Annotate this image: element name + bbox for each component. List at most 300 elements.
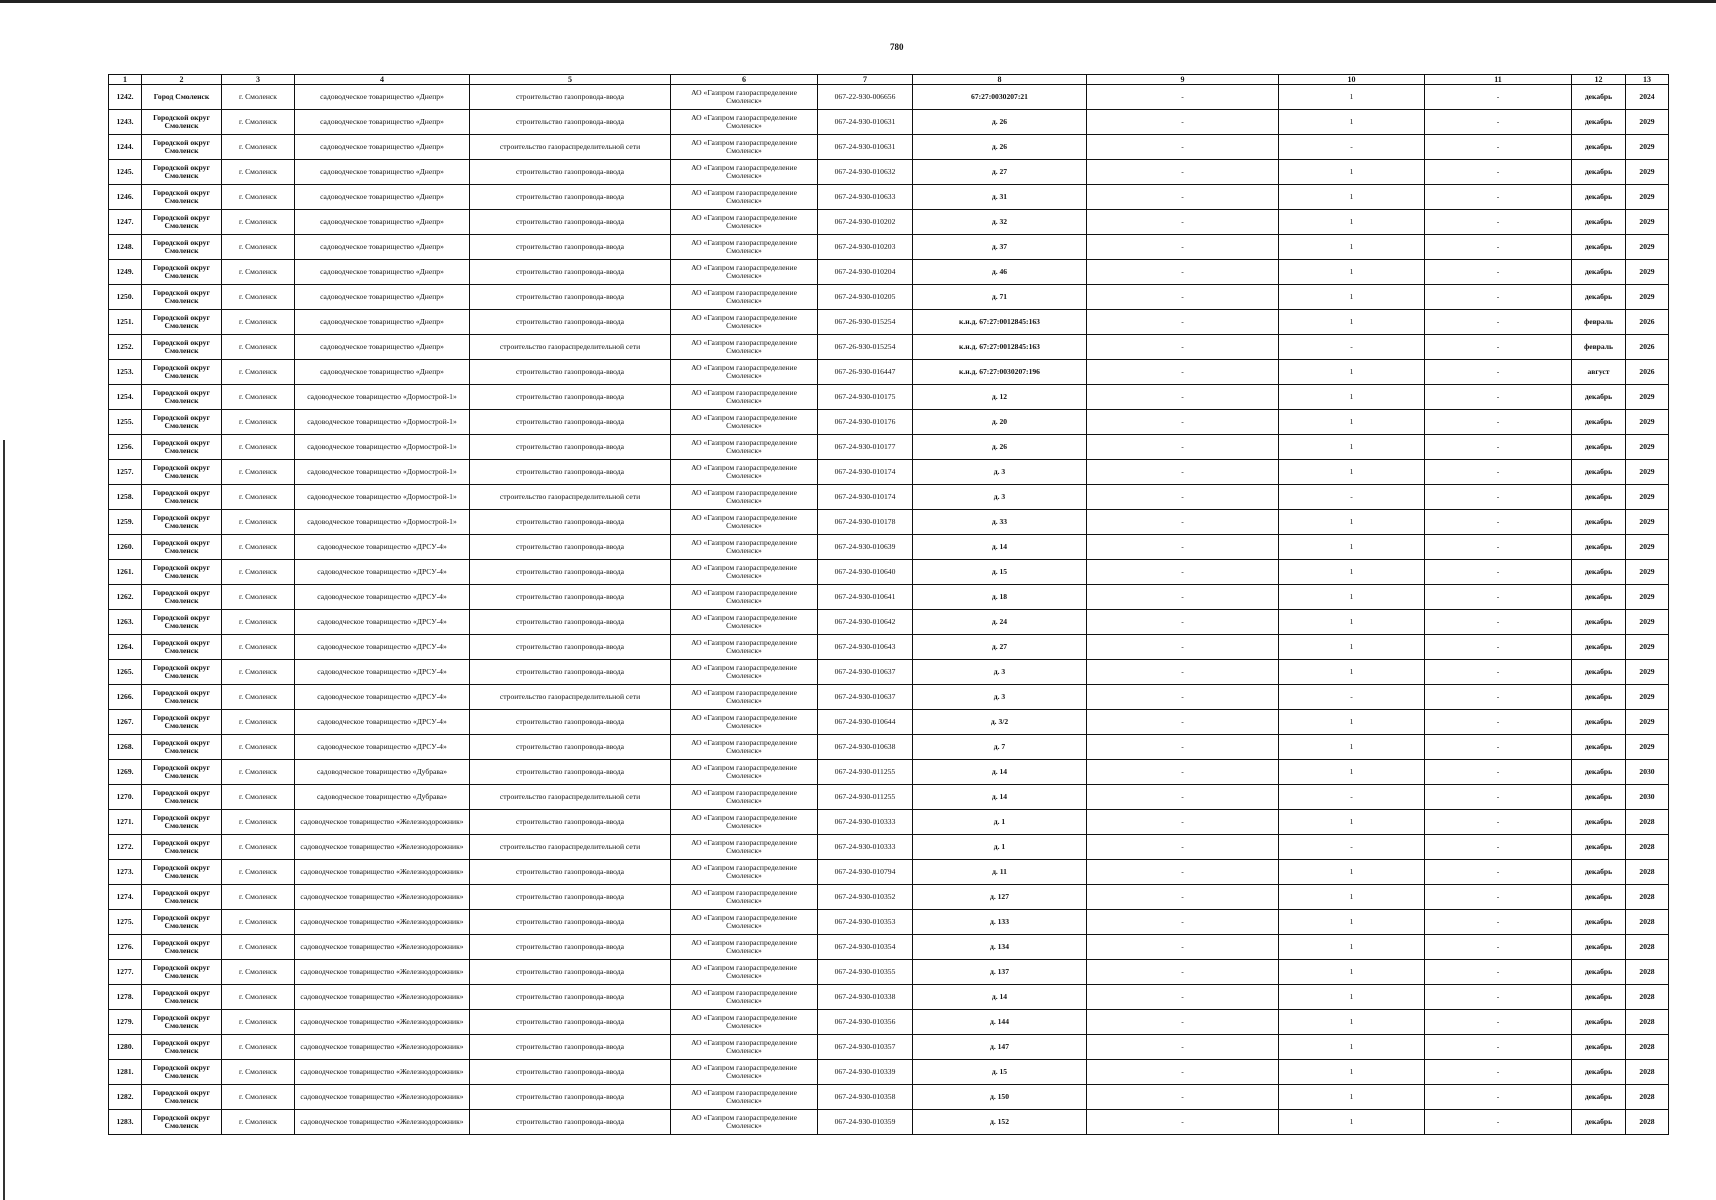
year-cell: 2030	[1626, 785, 1669, 810]
table-row	[109, 810, 1669, 835]
work-type-cell: строительство газораспределительной сети	[470, 135, 671, 160]
work-type-cell: строительство газораспределительной сети	[470, 685, 671, 710]
organization-cell: АО «Газпром газораспределение Смоленск»	[671, 885, 818, 910]
organization-cell: АО «Газпром газораспределение Смоленск»	[671, 960, 818, 985]
organization-cell: АО «Газпром газораспределение Смоленск»	[671, 285, 818, 310]
organization-cell: АО «Газпром газораспределение Смоленск»	[671, 385, 818, 410]
municipality-cell: Городской округ Смоленск	[142, 535, 222, 560]
application-number-cell: 067-26-930-015254	[818, 335, 913, 360]
col10-cell: 1	[1279, 1060, 1425, 1085]
municipality-cell: Городской округ Смоленск	[142, 810, 222, 835]
address-cell: д. 20	[913, 410, 1087, 435]
application-number-cell: 067-24-930-011255	[818, 760, 913, 785]
municipality-cell: Городской округ Смоленск	[142, 735, 222, 760]
header-cell: 9	[1087, 75, 1279, 85]
month-cell: декабрь	[1572, 885, 1626, 910]
col9-cell: -	[1087, 1060, 1279, 1085]
organization-cell: АО «Газпром газораспределение Смоленск»	[671, 860, 818, 885]
col9-cell: -	[1087, 885, 1279, 910]
col10-cell: 1	[1279, 460, 1425, 485]
col10-cell: -	[1279, 335, 1425, 360]
row-number-cell: 1245.	[109, 160, 142, 185]
month-cell: декабрь	[1572, 85, 1626, 110]
month-cell: декабрь	[1572, 1035, 1626, 1060]
year-cell: 2029	[1626, 460, 1669, 485]
year-cell: 2026	[1626, 335, 1669, 360]
settlement-cell: г. Смоленск	[222, 1060, 295, 1085]
municipality-cell: Городской округ Смоленск	[142, 560, 222, 585]
row-number-cell: 1278.	[109, 985, 142, 1010]
work-type-cell: строительство газопровода-ввода	[470, 310, 671, 335]
municipality-cell: Городской округ Смоленск	[142, 235, 222, 260]
municipality-cell: Городской округ Смоленск	[142, 960, 222, 985]
table-row	[109, 635, 1669, 660]
municipality-cell: Городской округ Смоленск	[142, 860, 222, 885]
address-cell: д. 3	[913, 460, 1087, 485]
address-cell: д. 1	[913, 810, 1087, 835]
col10-cell: 1	[1279, 110, 1425, 135]
row-number-cell: 1257.	[109, 460, 142, 485]
object-cell: садоводческое товарищество «Железнодорожник»	[295, 935, 470, 960]
application-number-cell: 067-24-930-010353	[818, 910, 913, 935]
col9-cell: -	[1087, 485, 1279, 510]
address-cell: д. 26	[913, 135, 1087, 160]
organization-cell: АО «Газпром газораспределение Смоленск»	[671, 185, 818, 210]
year-cell: 2028	[1626, 1035, 1669, 1060]
row-number-cell: 1276.	[109, 935, 142, 960]
object-cell: садоводческое товарищество «Железнодорожник»	[295, 1060, 470, 1085]
row-number-cell: 1281.	[109, 1060, 142, 1085]
object-cell: садоводческое товарищество «Днепр»	[295, 210, 470, 235]
row-number-cell: 1260.	[109, 535, 142, 560]
work-type-cell: строительство газопровода-ввода	[470, 360, 671, 385]
object-cell: садоводческое товарищество «ДРСУ-4»	[295, 660, 470, 685]
col9-cell: -	[1087, 260, 1279, 285]
organization-cell: АО «Газпром газораспределение Смоленск»	[671, 435, 818, 460]
organization-cell: АО «Газпром газораспределение Смоленск»	[671, 510, 818, 535]
application-number-cell: 067-24-930-010202	[818, 210, 913, 235]
table-row	[109, 735, 1669, 760]
month-cell: декабрь	[1572, 460, 1626, 485]
col11-cell: -	[1425, 210, 1572, 235]
work-type-cell: строительство газопровода-ввода	[470, 385, 671, 410]
municipality-cell: Городской округ Смоленск	[142, 285, 222, 310]
month-cell: декабрь	[1572, 660, 1626, 685]
address-cell: д. 26	[913, 435, 1087, 460]
col9-cell: -	[1087, 1010, 1279, 1035]
col11-cell: -	[1425, 985, 1572, 1010]
address-cell: д. 32	[913, 210, 1087, 235]
municipality-cell: Городской округ Смоленск	[142, 435, 222, 460]
col9-cell: -	[1087, 835, 1279, 860]
organization-cell: АО «Газпром газораспределение Смоленск»	[671, 235, 818, 260]
municipality-cell: Городской округ Смоленск	[142, 485, 222, 510]
organization-cell: АО «Газпром газораспределение Смоленск»	[671, 135, 818, 160]
col9-cell: -	[1087, 660, 1279, 685]
year-cell: 2029	[1626, 185, 1669, 210]
header-cell: 7	[818, 75, 913, 85]
settlement-cell: г. Смоленск	[222, 785, 295, 810]
settlement-cell: г. Смоленск	[222, 310, 295, 335]
work-type-cell: строительство газопровода-ввода	[470, 85, 671, 110]
object-cell: садоводческое товарищество «Железнодорожник»	[295, 1085, 470, 1110]
application-number-cell: 067-24-930-010205	[818, 285, 913, 310]
organization-cell: АО «Газпром газораспределение Смоленск»	[671, 260, 818, 285]
year-cell: 2028	[1626, 835, 1669, 860]
month-cell: декабрь	[1572, 110, 1626, 135]
address-cell: д. 14	[913, 535, 1087, 560]
row-number-cell: 1275.	[109, 910, 142, 935]
settlement-cell: г. Смоленск	[222, 1035, 295, 1060]
application-number-cell: 067-24-930-010794	[818, 860, 913, 885]
col9-cell: -	[1087, 360, 1279, 385]
application-number-cell: 067-24-930-011255	[818, 785, 913, 810]
object-cell: садоводческое товарищество «ДРСУ-4»	[295, 585, 470, 610]
address-cell: д. 31	[913, 185, 1087, 210]
municipality-cell: Городской округ Смоленск	[142, 410, 222, 435]
row-number-cell: 1246.	[109, 185, 142, 210]
table-row	[109, 860, 1669, 885]
row-number-cell: 1247.	[109, 210, 142, 235]
year-cell: 2028	[1626, 885, 1669, 910]
year-cell: 2029	[1626, 710, 1669, 735]
municipality-cell: Городской округ Смоленск	[142, 885, 222, 910]
address-cell: д. 127	[913, 885, 1087, 910]
address-cell: д. 3	[913, 485, 1087, 510]
col9-cell: -	[1087, 185, 1279, 210]
col11-cell: -	[1425, 235, 1572, 260]
row-number-cell: 1253.	[109, 360, 142, 385]
header-cell: 12	[1572, 75, 1626, 85]
object-cell: садоводческое товарищество «ДРСУ-4»	[295, 710, 470, 735]
address-cell: д. 18	[913, 585, 1087, 610]
col9-cell: -	[1087, 610, 1279, 635]
municipality-cell: Городской округ Смоленск	[142, 260, 222, 285]
year-cell: 2029	[1626, 685, 1669, 710]
object-cell: садоводческое товарищество «Днепр»	[295, 160, 470, 185]
municipality-cell: Городской округ Смоленск	[142, 760, 222, 785]
application-number-cell: 067-24-930-010631	[818, 135, 913, 160]
col10-cell: 1	[1279, 160, 1425, 185]
application-number-cell: 067-24-930-010644	[818, 710, 913, 735]
col10-cell: 1	[1279, 210, 1425, 235]
table-row	[109, 760, 1669, 785]
application-number-cell: 067-24-930-010175	[818, 385, 913, 410]
municipality-cell: Городской округ Смоленск	[142, 935, 222, 960]
address-cell: д. 133	[913, 910, 1087, 935]
object-cell: садоводческое товарищество «Днепр»	[295, 135, 470, 160]
address-cell: д. 24	[913, 610, 1087, 635]
settlement-cell: г. Смоленск	[222, 935, 295, 960]
organization-cell: АО «Газпром газораспределение Смоленск»	[671, 335, 818, 360]
header-cell: 4	[295, 75, 470, 85]
object-cell: садоводческое товарищество «Дормострой-1»	[295, 435, 470, 460]
object-cell: садоводческое товарищество «ДРСУ-4»	[295, 560, 470, 585]
object-cell: садоводческое товарищество «Железнодорожник»	[295, 835, 470, 860]
work-type-cell: строительство газопровода-ввода	[470, 635, 671, 660]
settlement-cell: г. Смоленск	[222, 285, 295, 310]
year-cell: 2028	[1626, 910, 1669, 935]
organization-cell: АО «Газпром газораспределение Смоленск»	[671, 810, 818, 835]
settlement-cell: г. Смоленск	[222, 910, 295, 935]
year-cell: 2029	[1626, 135, 1669, 160]
year-cell: 2029	[1626, 210, 1669, 235]
municipality-cell: Городской округ Смоленск	[142, 385, 222, 410]
object-cell: садоводческое товарищество «Днепр»	[295, 335, 470, 360]
col10-cell: 1	[1279, 360, 1425, 385]
col9-cell: -	[1087, 460, 1279, 485]
col9-cell: -	[1087, 960, 1279, 985]
work-type-cell: строительство газопровода-ввода	[470, 885, 671, 910]
object-cell: садоводческое товарищество «Дубрава»	[295, 785, 470, 810]
row-number-cell: 1266.	[109, 685, 142, 710]
table-row	[109, 235, 1669, 260]
municipality-cell: Городской округ Смоленск	[142, 110, 222, 135]
object-cell: садоводческое товарищество «Днепр»	[295, 310, 470, 335]
application-number-cell: 067-24-930-010339	[818, 1060, 913, 1085]
address-cell: д. 150	[913, 1085, 1087, 1110]
address-cell: д. 15	[913, 1060, 1087, 1085]
col9-cell: -	[1087, 385, 1279, 410]
organization-cell: АО «Газпром газораспределение Смоленск»	[671, 1035, 818, 1060]
month-cell: декабрь	[1572, 910, 1626, 935]
table-row	[109, 85, 1669, 110]
col9-cell: -	[1087, 1110, 1279, 1135]
col11-cell: -	[1425, 810, 1572, 835]
address-cell: д. 14	[913, 760, 1087, 785]
table-row	[109, 135, 1669, 160]
col11-cell: -	[1425, 510, 1572, 535]
page-number: 780	[890, 42, 904, 52]
settlement-cell: г. Смоленск	[222, 160, 295, 185]
settlement-cell: г. Смоленск	[222, 860, 295, 885]
settlement-cell: г. Смоленск	[222, 260, 295, 285]
object-cell: садоводческое товарищество «Днепр»	[295, 110, 470, 135]
address-cell: д. 27	[913, 635, 1087, 660]
col10-cell: -	[1279, 485, 1425, 510]
col11-cell: -	[1425, 435, 1572, 460]
work-type-cell: строительство газопровода-ввода	[470, 810, 671, 835]
address-cell: к.н.д. 67:27:0012845:163	[913, 335, 1087, 360]
row-number-cell: 1261.	[109, 560, 142, 585]
col10-cell: 1	[1279, 1085, 1425, 1110]
col10-cell: 1	[1279, 235, 1425, 260]
col11-cell: -	[1425, 1085, 1572, 1110]
col10-cell: 1	[1279, 560, 1425, 585]
application-number-cell: 067-24-930-010637	[818, 660, 913, 685]
col11-cell: -	[1425, 1035, 1572, 1060]
year-cell: 2028	[1626, 985, 1669, 1010]
col11-cell: -	[1425, 1110, 1572, 1135]
work-type-cell: строительство газопровода-ввода	[470, 160, 671, 185]
year-cell: 2029	[1626, 660, 1669, 685]
year-cell: 2029	[1626, 535, 1669, 560]
table-row	[109, 185, 1669, 210]
year-cell: 2029	[1626, 110, 1669, 135]
month-cell: декабрь	[1572, 210, 1626, 235]
address-cell: д. 3	[913, 660, 1087, 685]
year-cell: 2028	[1626, 860, 1669, 885]
col10-cell: 1	[1279, 1110, 1425, 1135]
col9-cell: -	[1087, 910, 1279, 935]
object-cell: садоводческое товарищество «Днепр»	[295, 360, 470, 385]
col11-cell: -	[1425, 185, 1572, 210]
row-number-cell: 1274.	[109, 885, 142, 910]
col9-cell: -	[1087, 110, 1279, 135]
address-cell: д. 12	[913, 385, 1087, 410]
object-cell: садоводческое товарищество «Днепр»	[295, 85, 470, 110]
object-cell: садоводческое товарищество «Железнодорожник»	[295, 985, 470, 1010]
col10-cell: -	[1279, 785, 1425, 810]
municipality-cell: Городской округ Смоленск	[142, 635, 222, 660]
month-cell: декабрь	[1572, 860, 1626, 885]
table-row	[109, 335, 1669, 360]
col9-cell: -	[1087, 785, 1279, 810]
work-type-cell: строительство газопровода-ввода	[470, 435, 671, 460]
row-number-cell: 1282.	[109, 1085, 142, 1110]
row-number-cell: 1273.	[109, 860, 142, 885]
year-cell: 2029	[1626, 585, 1669, 610]
municipality-cell: Городской округ Смоленск	[142, 835, 222, 860]
table-row	[109, 210, 1669, 235]
row-number-cell: 1242.	[109, 85, 142, 110]
month-cell: декабрь	[1572, 435, 1626, 460]
table-row	[109, 610, 1669, 635]
col11-cell: -	[1425, 1060, 1572, 1085]
col10-cell: 1	[1279, 885, 1425, 910]
object-cell: садоводческое товарищество «ДРСУ-4»	[295, 685, 470, 710]
settlement-cell: г. Смоленск	[222, 585, 295, 610]
col11-cell: -	[1425, 360, 1572, 385]
settlement-cell: г. Смоленск	[222, 335, 295, 360]
col11-cell: -	[1425, 835, 1572, 860]
header-cell: 13	[1626, 75, 1669, 85]
month-cell: декабрь	[1572, 1060, 1626, 1085]
work-type-cell: строительство газопровода-ввода	[470, 110, 671, 135]
work-type-cell: строительство газопровода-ввода	[470, 210, 671, 235]
row-number-cell: 1263.	[109, 610, 142, 635]
row-number-cell: 1271.	[109, 810, 142, 835]
settlement-cell: г. Смоленск	[222, 1085, 295, 1110]
municipality-cell: Городской округ Смоленск	[142, 1010, 222, 1035]
header-row	[109, 75, 1669, 85]
col10-cell: 1	[1279, 660, 1425, 685]
application-number-cell: 067-24-930-010643	[818, 635, 913, 660]
settlement-cell: г. Смоленск	[222, 560, 295, 585]
col11-cell: -	[1425, 635, 1572, 660]
work-type-cell: строительство газопровода-ввода	[470, 460, 671, 485]
month-cell: декабрь	[1572, 835, 1626, 860]
header-cell: 10	[1279, 75, 1425, 85]
year-cell: 2028	[1626, 810, 1669, 835]
year-cell: 2029	[1626, 510, 1669, 535]
municipality-cell: Городской округ Смоленск	[142, 185, 222, 210]
address-cell: д. 137	[913, 960, 1087, 985]
organization-cell: АО «Газпром газораспределение Смоленск»	[671, 560, 818, 585]
col9-cell: -	[1087, 1085, 1279, 1110]
application-number-cell: 067-24-930-010639	[818, 535, 913, 560]
municipality-cell: Городской округ Смоленск	[142, 610, 222, 635]
table-row	[109, 785, 1669, 810]
month-cell: декабрь	[1572, 385, 1626, 410]
application-number-cell: 067-24-930-010354	[818, 935, 913, 960]
work-type-cell: строительство газопровода-ввода	[470, 1085, 671, 1110]
col10-cell: 1	[1279, 510, 1425, 535]
application-number-cell: 067-24-930-010637	[818, 685, 913, 710]
left-margin-line	[3, 440, 5, 1200]
work-type-cell: строительство газопровода-ввода	[470, 1010, 671, 1035]
month-cell: декабрь	[1572, 710, 1626, 735]
municipality-cell: Город Смоленск	[142, 85, 222, 110]
col10-cell: 1	[1279, 860, 1425, 885]
table-row	[109, 560, 1669, 585]
object-cell: садоводческое товарищество «Железнодорожник»	[295, 1035, 470, 1060]
month-cell: декабрь	[1572, 585, 1626, 610]
month-cell: декабрь	[1572, 1110, 1626, 1135]
col9-cell: -	[1087, 85, 1279, 110]
table-row	[109, 1060, 1669, 1085]
object-cell: садоводческое товарищество «Дормострой-1»	[295, 510, 470, 535]
row-number-cell: 1280.	[109, 1035, 142, 1060]
year-cell: 2028	[1626, 1110, 1669, 1135]
col10-cell: 1	[1279, 410, 1425, 435]
col10-cell: 1	[1279, 735, 1425, 760]
month-cell: декабрь	[1572, 185, 1626, 210]
object-cell: садоводческое товарищество «Железнодорожник»	[295, 1010, 470, 1035]
municipality-cell: Городской округ Смоленск	[142, 510, 222, 535]
organization-cell: АО «Газпром газораспределение Смоленск»	[671, 760, 818, 785]
col10-cell: 1	[1279, 985, 1425, 1010]
address-cell: д. 7	[913, 735, 1087, 760]
table-row	[109, 360, 1669, 385]
municipality-cell: Городской округ Смоленск	[142, 1110, 222, 1135]
work-type-cell: строительство газопровода-ввода	[470, 960, 671, 985]
col11-cell: -	[1425, 735, 1572, 760]
row-number-cell: 1244.	[109, 135, 142, 160]
application-number-cell: 067-24-930-010177	[818, 435, 913, 460]
organization-cell: АО «Газпром газораспределение Смоленск»	[671, 460, 818, 485]
col11-cell: -	[1425, 285, 1572, 310]
address-cell: д. 27	[913, 160, 1087, 185]
application-number-cell: 067-24-930-010357	[818, 1035, 913, 1060]
col11-cell: -	[1425, 710, 1572, 735]
col10-cell: 1	[1279, 1010, 1425, 1035]
settlement-cell: г. Смоленск	[222, 210, 295, 235]
top-border-line	[0, 0, 1716, 3]
organization-cell: АО «Газпром газораспределение Смоленск»	[671, 1085, 818, 1110]
municipality-cell: Городской округ Смоленск	[142, 660, 222, 685]
work-type-cell: строительство газопровода-ввода	[470, 410, 671, 435]
settlement-cell: г. Смоленск	[222, 185, 295, 210]
row-number-cell: 1256.	[109, 435, 142, 460]
settlement-cell: г. Смоленск	[222, 410, 295, 435]
work-type-cell: строительство газораспределительной сети	[470, 785, 671, 810]
col11-cell: -	[1425, 260, 1572, 285]
municipality-cell: Городской округ Смоленск	[142, 1060, 222, 1085]
col9-cell: -	[1087, 160, 1279, 185]
address-cell: д. 1	[913, 835, 1087, 860]
table-row	[109, 160, 1669, 185]
application-number-cell: 067-24-930-010174	[818, 485, 913, 510]
col10-cell: -	[1279, 135, 1425, 160]
header-cell: 1	[109, 75, 142, 85]
row-number-cell: 1252.	[109, 335, 142, 360]
col9-cell: -	[1087, 735, 1279, 760]
col11-cell: -	[1425, 485, 1572, 510]
organization-cell: АО «Газпром газораспределение Смоленск»	[671, 985, 818, 1010]
municipality-cell: Городской округ Смоленск	[142, 135, 222, 160]
application-number-cell: 067-24-930-010204	[818, 260, 913, 285]
